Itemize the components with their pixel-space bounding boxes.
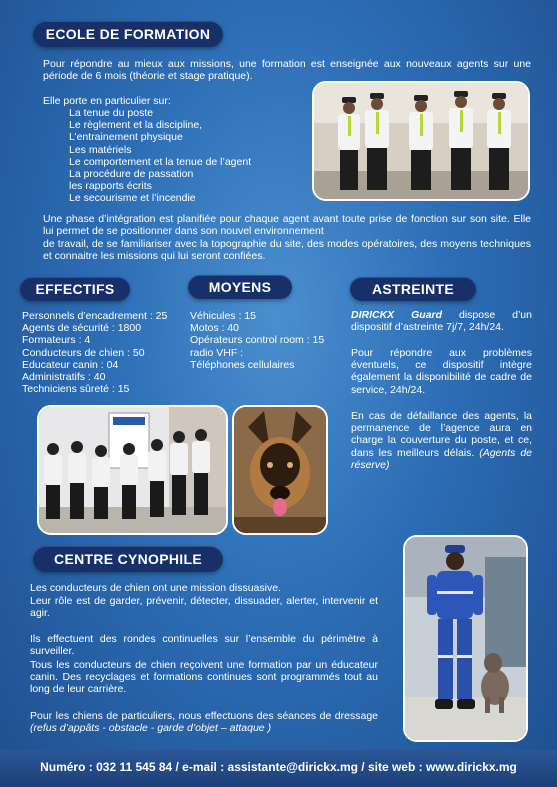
trainees-photo bbox=[312, 81, 530, 201]
list-item: Motos : 40 bbox=[190, 322, 240, 335]
section-title-effectifs: EFFECTIFS bbox=[20, 277, 130, 301]
list-item: Conducteurs de chien : 50 bbox=[22, 346, 145, 359]
list-item: Véhicules : 15 bbox=[190, 310, 256, 322]
list-item: radio VHF : bbox=[190, 346, 244, 359]
cynophile-p4: Tous les conducteurs de chien reçoivent une formation par un éducateur canin. Des recyclages et formations continues sont programmés tout au long de leur carrière. bbox=[30, 659, 378, 696]
ecole-list-intro: Elle porte en particulier sur: bbox=[43, 95, 171, 107]
section-title-ecole: ECOLE DE FORMATION bbox=[33, 21, 223, 47]
list-item: L’entrainement physique bbox=[69, 131, 183, 144]
list-item: Le secourisme et l’incendie bbox=[69, 192, 196, 205]
list-item: Le comportement et la tenue de l’agent bbox=[69, 155, 252, 168]
list-item: Le règlement et la discipline, bbox=[69, 119, 203, 132]
cynophile-p2: Leur rôle est de garder, prévenir, détecter, dissuader, alerter, intervenir et agir. bbox=[30, 595, 378, 620]
moyens-list bbox=[190, 310, 350, 371]
cynophile-p1: Les conducteurs de chien ont une mission dissuasive. bbox=[30, 582, 281, 594]
dog-photo bbox=[232, 405, 328, 535]
agents-group-photo bbox=[37, 405, 228, 535]
effectifs-list bbox=[22, 310, 192, 395]
cynophile-p5 bbox=[30, 710, 378, 734]
ecole-integration-2: de travail, de se familiariser avec la topographie du site, des modes opératoires, des moyens techniques et connaitre les missions qui lui seront confiées. bbox=[43, 238, 531, 263]
list-item: La procédure de passation bbox=[69, 168, 194, 181]
astreinte-p3-text: En cas de défaillance des agents, la permanence de l’agence aura en charge la couverture du poste, et ce, dans les meilleurs délais. bbox=[351, 410, 532, 459]
list-item: La tenue du poste bbox=[69, 107, 154, 119]
list-item: Formateurs : 4 bbox=[22, 334, 91, 347]
agents-group-illustration bbox=[39, 407, 226, 533]
dog-illustration bbox=[234, 407, 326, 533]
astreinte-p3 bbox=[351, 410, 532, 471]
list-item: les rapports écrits bbox=[69, 180, 152, 193]
dog-handler-photo bbox=[403, 535, 528, 742]
section-title-cynophile: CENTRE CYNOPHILE bbox=[33, 546, 223, 572]
ecole-list bbox=[69, 107, 309, 205]
list-item: Téléphones cellulaires bbox=[190, 358, 295, 371]
astreinte-p3-note: (Agents de réserve) bbox=[351, 446, 532, 471]
ecole-integration-1: Une phase d’intégration est planifiée pour chaque agent avant toute prise de fonction sur son site. Elle lui permet de se positionner dans son nouvel environnement bbox=[43, 213, 531, 238]
astreinte-p1 bbox=[351, 309, 532, 333]
astreinte-brand: DIRICKX Guard bbox=[351, 309, 443, 321]
list-item: Administratifs : 40 bbox=[22, 371, 106, 384]
astreinte-p1-text: dispose d’un dispositif d’astreinte 7j/7, 24h/24. bbox=[351, 309, 532, 334]
list-item: Educateur canin : 04 bbox=[22, 358, 119, 371]
list-item: Personnels d’encadrement : 25 bbox=[22, 310, 168, 322]
cynophile-p5-note: (refus d’appâts - obstacle - garde d’objet – attaque ) bbox=[30, 722, 272, 735]
dog-handler-illustration bbox=[405, 537, 526, 740]
list-item: Opérateurs control room : 15 bbox=[190, 334, 325, 347]
astreinte-p2: Pour répondre aux problèmes éventuels, ce dispositif intègre également la disponibilité de cadre de service, 24h/24. bbox=[351, 347, 532, 396]
ecole-intro: Pour répondre au mieux aux missions, une formation est enseignée aux nouveaux agents sur une période de 6 mois (théorie et stage pratique). bbox=[43, 58, 531, 83]
section-title-astreinte: ASTREINTE bbox=[350, 277, 476, 301]
list-item: Les matériels bbox=[69, 143, 132, 156]
list-item: Agents de sécurité : 1800 bbox=[22, 322, 142, 335]
list-item: Techniciens sûreté : 15 bbox=[22, 383, 130, 396]
cynophile-p5-text: Pour les chiens de particuliers, nous effectuons des séances de dressage bbox=[30, 710, 378, 722]
cynophile-p3: Ils effectuent des rondes continuelles sur l’ensemble du périmètre à surveiller. bbox=[30, 633, 378, 658]
trainees-illustration bbox=[314, 83, 528, 199]
footer-contact: Numéro : 032 11 545 84 / e-mail : assistante@dirickx.mg / site web : www.dirickx.mg bbox=[0, 750, 557, 787]
section-title-moyens: MOYENS bbox=[188, 275, 292, 299]
